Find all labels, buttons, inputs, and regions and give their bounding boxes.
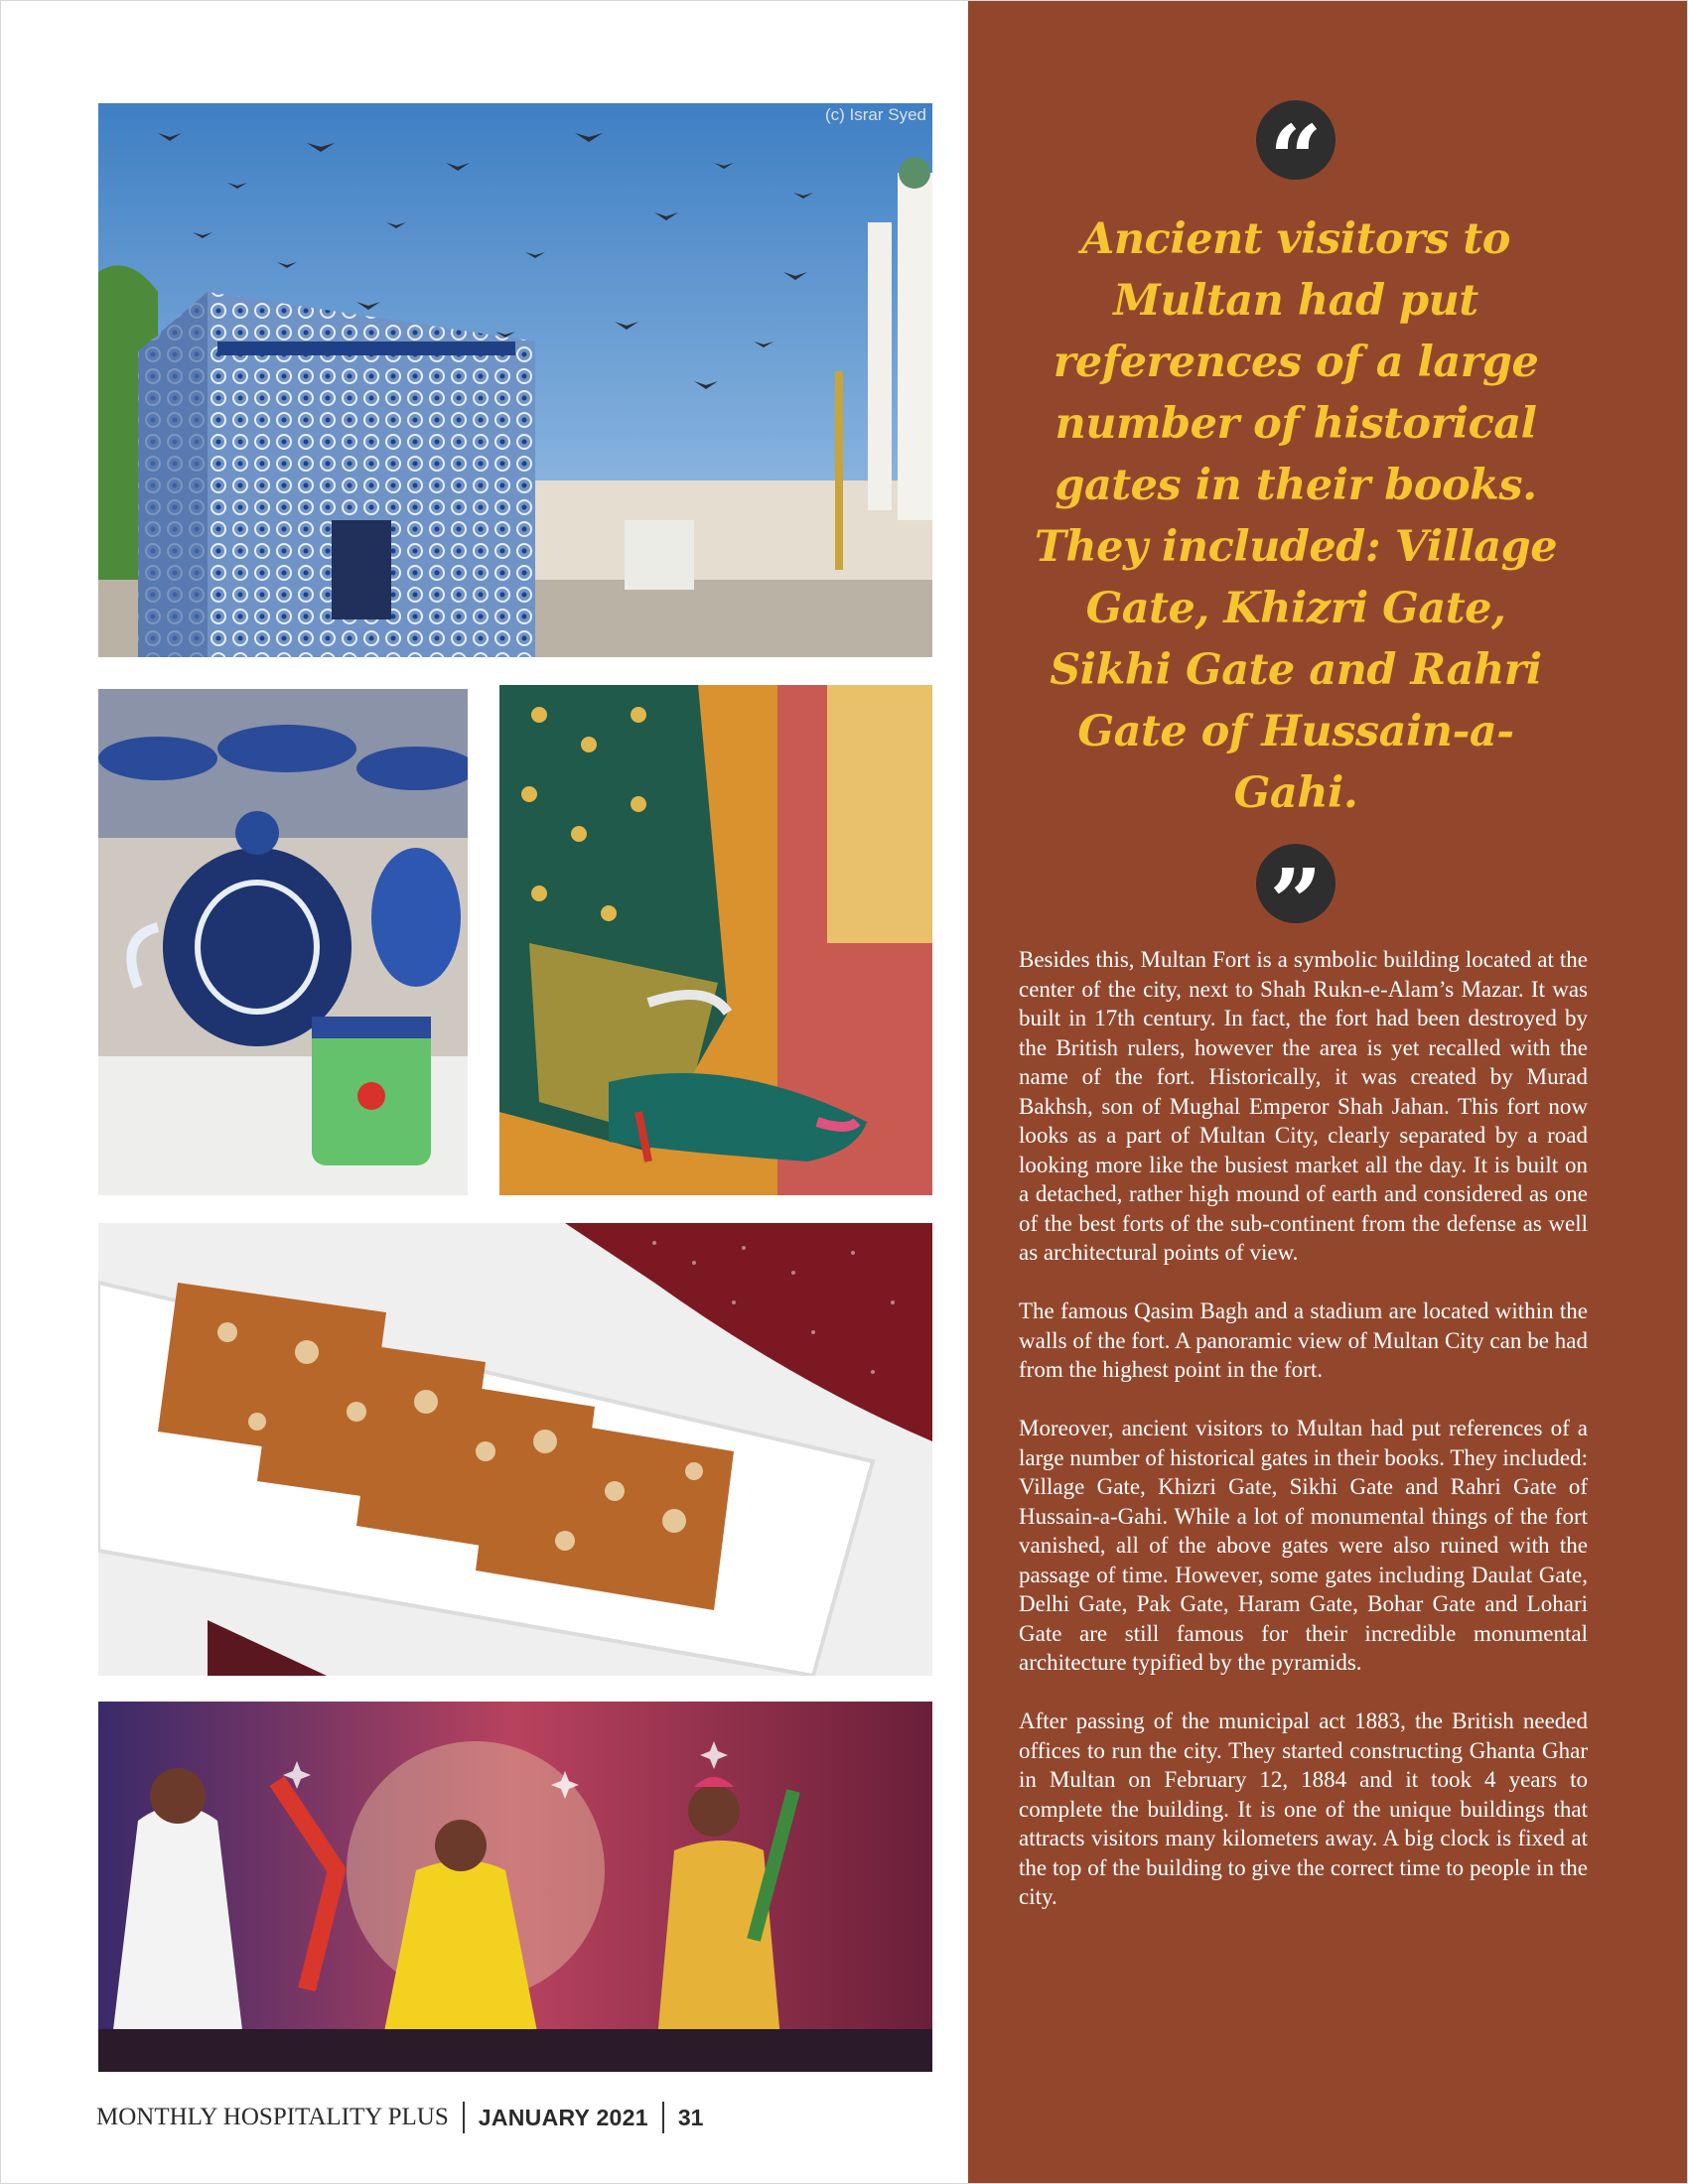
photo-credit: (c) Israr Syed	[824, 105, 926, 124]
page-footer	[96, 2101, 703, 2134]
sohan-halwa-illustration	[98, 1223, 932, 1676]
musicians-illustration	[98, 1702, 932, 2072]
shrine-illustration	[98, 103, 932, 657]
pottery-illustration	[98, 689, 468, 1195]
pull-quote: Ancient visitors to Multan had put references of a large number of historical gates in their books. They included: Village Gate, Khizri Gate, Sikhi Gate and Rahri Gate of Hussain-a-Gahi.	[1034, 214, 1558, 818]
photo-embroidered-khussa	[499, 685, 932, 1195]
open-quote-icon: “	[1256, 100, 1336, 180]
issue-date: JANUARY 2021	[478, 2104, 648, 2130]
close-quote-icon: ”	[1256, 844, 1336, 923]
publication-name: MONTHLY HOSPITALITY PLUS	[96, 2104, 449, 2130]
article-body	[1019, 945, 1588, 1941]
photo-sohan-halwa	[98, 1223, 932, 1676]
article-paragraph: The famous Qasim Bagh and a stadium are located within the walls of the fort. A panoramic view of Multan City can be had from the highest point in the fort.	[1019, 1298, 1588, 1382]
article-paragraph: Moreover, ancient visitors to Multan had put references of a large number of historical gates in their books. They included: Village Gate, Khizri Gate, Sikhi Gate and Rahri Gate of Hussain-a-Gahi. While a lot of monumental things of the fort vanished, all of the above gates were also ruined with the passage of time. However, some gates including Daulat Gate, Delhi Gate, Pak Gate, Haram Gate, Bohar Gate and Lohari Gate are still famous for their incredible monumental architecture typified by the pyramids.	[1019, 1416, 1588, 1675]
photo-folk-musicians	[98, 1702, 932, 2072]
page-number: 31	[677, 2104, 704, 2130]
photo-blue-pottery	[98, 689, 468, 1195]
article-paragraph: After passing of the municipal act 1883, the British needed offices to run the city. They started constructing Ghanta Ghar in Multan on February 12, 1884 and it took 4 years to complete the building. It is one of the unique buildings that attracts visitors many kilometers away. A big clock is fixed at the top of the building to give the correct time to people in the city.	[1019, 1708, 1588, 1909]
footer-divider	[463, 2102, 465, 2133]
photo-shrine-with-pigeons	[98, 103, 932, 657]
khussa-illustration	[499, 685, 932, 1195]
footer-divider	[662, 2102, 664, 2133]
article-paragraph: Besides this, Multan Fort is a symbolic building located at the center of the city, next to Shah Rukn-e-Alam’s Mazar. It was built in 17th century. In fact, the fort had been destroyed by the British rulers, however the area is yet recalled with the name of the fort. Historically, it was created by Murad Bakhsh, son of Mughal Emperor Shah Jahan. This fort now looks as a part of Multan City, clearly separated by a road looking more like the busiest market all the day. It is built on a detached, rather high mound of earth and considered as one of the best forts of the sub-continent from the defense as well as architectural points of view.	[1019, 947, 1588, 1265]
